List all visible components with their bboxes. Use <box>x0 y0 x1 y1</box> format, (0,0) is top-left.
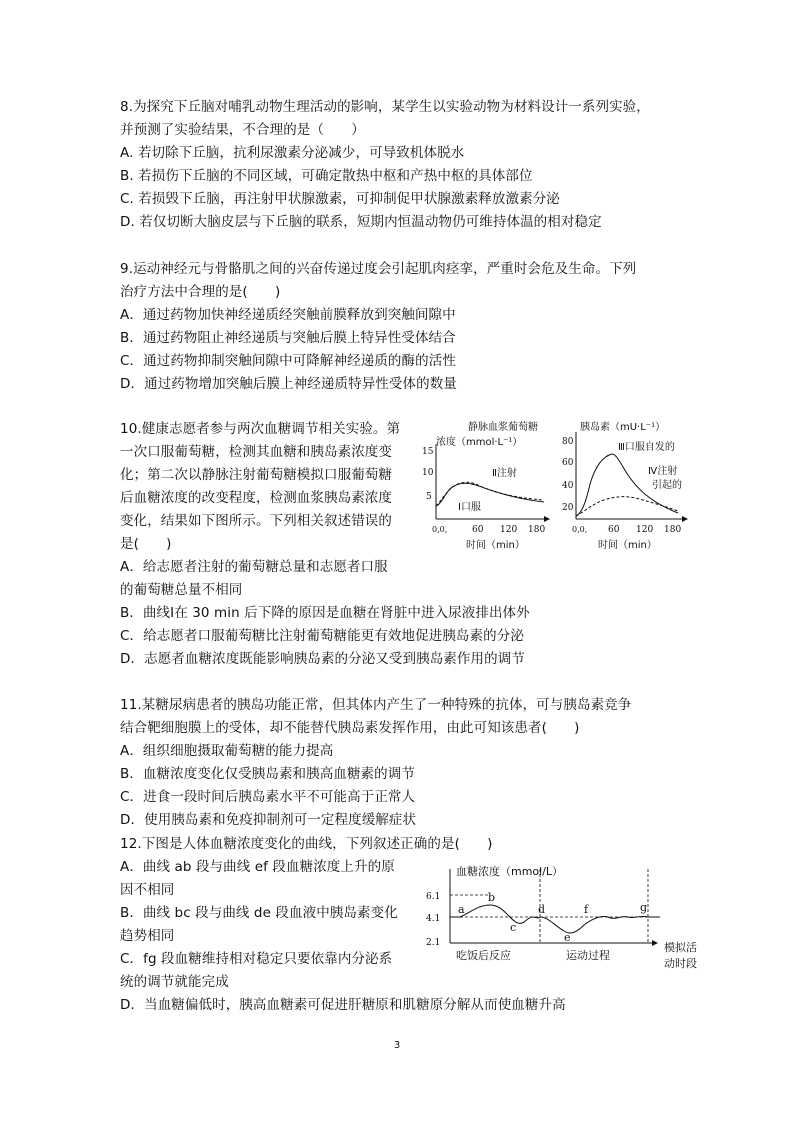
q12-chart-point-d: d <box>538 903 546 916</box>
q11-stem-line-1: 11.某糖尿病患者的胰岛功能正常，但其体内产生了一种特殊的抗体，可与胰岛素竞争 <box>120 697 632 713</box>
q11-option-a: A．组织细胞摄取葡萄糖的能力提高 <box>120 743 334 759</box>
q8-option-d: D. 若仅切断大脑皮层与下丘脑的联系，短期内恒温动物仍可维持体温的相对稳定 <box>120 214 602 230</box>
q12-option-c-line-1: C．fg 段血糖维持相对稳定只要依靠内分泌系 <box>120 951 393 967</box>
q10-chart1-ylabel-1: 静脉血浆葡萄糖 <box>468 422 538 433</box>
q12-chart-point-g: g <box>640 901 648 914</box>
q10-chart1-ytick-15: 15 <box>422 447 434 457</box>
q10-option-d: D．志愿者血糖浓度既能影响胰岛素的分泌又受到胰岛素作用的调节 <box>120 651 525 667</box>
q8-option-c: C. 若损毁下丘脑，再注射甲状腺激素，可抑制促甲状腺激素释放激素分泌 <box>120 191 560 207</box>
q10-chart2-xtick-60: 60 <box>608 525 620 535</box>
q8-stem-line-1: 8.为探究下丘脑对哺乳动物生理活动的影响，某学生以实验动物为材料设计一系列实验， <box>120 99 650 115</box>
q12-chart-point-e: e <box>564 931 571 944</box>
q10-chart2-ylabel: 胰岛素（mU·L⁻¹） <box>580 422 666 433</box>
q10-stem-line-5: 变化，结果如下图所示。下列相关叙述错误的 <box>120 513 392 529</box>
q12-chart-ytick-2-1: 2.1 <box>426 938 441 948</box>
q10-chart1-xtick-60: 60 <box>472 525 484 535</box>
q12-chart-phase-3-line-2: 动时段 <box>664 957 697 970</box>
q12-option-a-line-1: A．曲线 ab 段与曲线 ef 段血糖浓度上升的原 <box>120 859 395 875</box>
q10-glucose-chart <box>420 418 560 558</box>
q10-chart1-ytick-5: 5 <box>426 492 432 502</box>
q10-chart2-ytick-60: 60 <box>562 458 574 468</box>
q10-chart2-ytick-40: 40 <box>562 481 574 491</box>
q10-chart2-ytick-80: 80 <box>562 437 574 447</box>
q9-stem-line-1: 9.运动神经元与骨骼肌之间的兴奋传递过度会引起肌肉痉挛，严重时会危及生命。下列 <box>120 261 637 277</box>
q10-chart1-x-arrow <box>544 516 550 522</box>
q10-stem-line-3: 化；第二次以静脉注射葡萄糖模拟口服葡萄糖 <box>120 467 392 483</box>
q10-chart1-label-i: Ⅰ口服 <box>458 502 481 513</box>
q10-chart1-xtick-180: 180 <box>528 525 546 535</box>
q10-chart2-label-iv-2: 引起的 <box>652 480 682 491</box>
q8-stem-line-2: 并预测了实验结果，不合理的是（ ） <box>120 122 365 138</box>
q10-chart1-curve-ii <box>436 482 544 506</box>
q9-option-d: D．通过药物增加突触后膜上神经递质特异性受体的数量 <box>120 376 457 392</box>
q12-chart-x-arrow <box>652 940 658 946</box>
q9-option-a: A．通过药物加快神经递质经突触前膜释放到突触间隙中 <box>120 307 456 323</box>
q10-chart1-label-ii: Ⅱ注射 <box>492 468 517 479</box>
q10-chart2-ytick-20: 20 <box>562 503 574 513</box>
q10-chart2-xlabel: 时间（min） <box>598 540 657 551</box>
q12-option-b-line-1: B．曲线 bc 段与曲线 de 段血液中胰岛素变化 <box>120 905 398 921</box>
q12-chart-phase-1: 吃饭后反应 <box>456 949 511 962</box>
q10-chart2-curve-iv <box>576 497 678 516</box>
q12-option-c-line-2: 统的调节就能完成 <box>120 974 229 990</box>
q12-chart-ytick-4-1: 4.1 <box>426 914 441 924</box>
q12-chart-point-a: a <box>458 903 465 916</box>
q10-chart2-label-iv-1: Ⅳ注射 <box>648 466 678 477</box>
q10-stem-line-6: 是( ) <box>120 536 172 552</box>
q12-stem: 12.下图是人体血糖浓度变化的曲线，下列叙述正确的是( ) <box>120 836 493 852</box>
q10-chart1-xlabel: 时间（min） <box>466 540 525 551</box>
q10-chart2-xtick-120: 120 <box>636 525 654 535</box>
q11-option-b: B．血糖浓度变化仅受胰岛素和胰高血糖素的调节 <box>120 766 415 782</box>
q12-chart-phase-3-line-1: 模拟活 <box>664 941 697 954</box>
q12-chart-ytick-6-1: 6.1 <box>426 892 441 902</box>
q9-stem-line-2: 治疗方法中合理的是( ) <box>120 284 281 300</box>
q10-chart1-ytick-10: 10 <box>422 468 434 478</box>
q10-stem-line-1: 10.健康志愿者参与两次血糖调节相关实验。第 <box>120 421 401 437</box>
q10-insulin-chart <box>560 418 698 558</box>
q12-chart-ylabel: 血糖浓度（mmol/L） <box>456 865 564 878</box>
q10-option-a-line-2: 的葡萄糖总量不相同 <box>120 582 243 598</box>
q12-chart-point-b: b <box>488 891 496 904</box>
q10-chart2-label-iii: Ⅲ口服自发的 <box>618 442 675 453</box>
q10-chart1-xtick-120: 120 <box>500 525 518 535</box>
q12-option-b-line-2: 趋势相同 <box>120 928 175 944</box>
q11-option-d: D．使用胰岛素和免疫抑制剂可一定程度缓解症状 <box>120 812 417 828</box>
page-number: 3 <box>393 1040 401 1051</box>
q12-chart-curve <box>450 905 660 933</box>
q12-chart-phase-2: 运动过程 <box>566 949 610 962</box>
q8-option-b: B. 若损伤下丘脑的不同区域，可确定散热中枢和产热中枢的具体部位 <box>120 168 533 184</box>
q12-option-a-line-2: 因不相同 <box>120 882 175 898</box>
q9-option-c: C．通过药物抑制突触间隙中可降解神经递质的酶的活性 <box>120 353 456 369</box>
q10-option-b: B．曲线Ⅰ在 30 min 后下降的原因是血糖在肾脏中进入尿液排出体外 <box>120 605 530 621</box>
q10-chart1-xtick-0: 0,0, <box>432 525 448 534</box>
q10-stem-line-2: 一次口服葡萄糖，检测其血糖和胰岛素浓度变 <box>120 444 392 460</box>
q10-chart2-xtick-180: 180 <box>664 525 682 535</box>
q10-option-c: C．给志愿者口服葡萄糖比注射葡萄糖能更有效地促进胰岛素的分泌 <box>120 628 524 644</box>
q10-chart2-x-arrow <box>682 516 688 522</box>
q12-glucose-curve-chart <box>420 855 710 990</box>
q11-option-c: C．进食一段时间后胰岛素水平不可能高于正常人 <box>120 789 416 805</box>
q12-option-d: D．当血糖偏低时，胰高血糖素可促进肝糖原和肌糖原分解从而使血糖升高 <box>120 997 566 1013</box>
q10-stem-line-4: 后血糖浓度的改变程度，检测血浆胰岛素浓度 <box>120 490 392 506</box>
q8-option-a: A. 若切除下丘脑，抗利尿激素分泌减少，可导致机体脱水 <box>120 145 465 161</box>
q10-option-a-line-1: A．给志愿者注射的葡萄糖总量和志愿者口服 <box>120 559 388 575</box>
q9-option-b: B．通过药物阻止神经递质与突触后膜上特异性受体结合 <box>120 330 456 346</box>
q10-chart2-xtick-0: 0,0, <box>572 525 588 534</box>
q10-chart1-curve-i <box>436 483 544 506</box>
q12-chart-point-c: c <box>510 921 517 934</box>
q10-chart1-ylabel-2: 浓度（mmol·L⁻¹） <box>436 437 523 448</box>
q12-chart-point-f: f <box>584 903 589 916</box>
q11-stem-line-2: 结合靶细胞膜上的受体，却不能替代胰岛素发挥作用，由此可知该患者( ) <box>120 720 580 736</box>
